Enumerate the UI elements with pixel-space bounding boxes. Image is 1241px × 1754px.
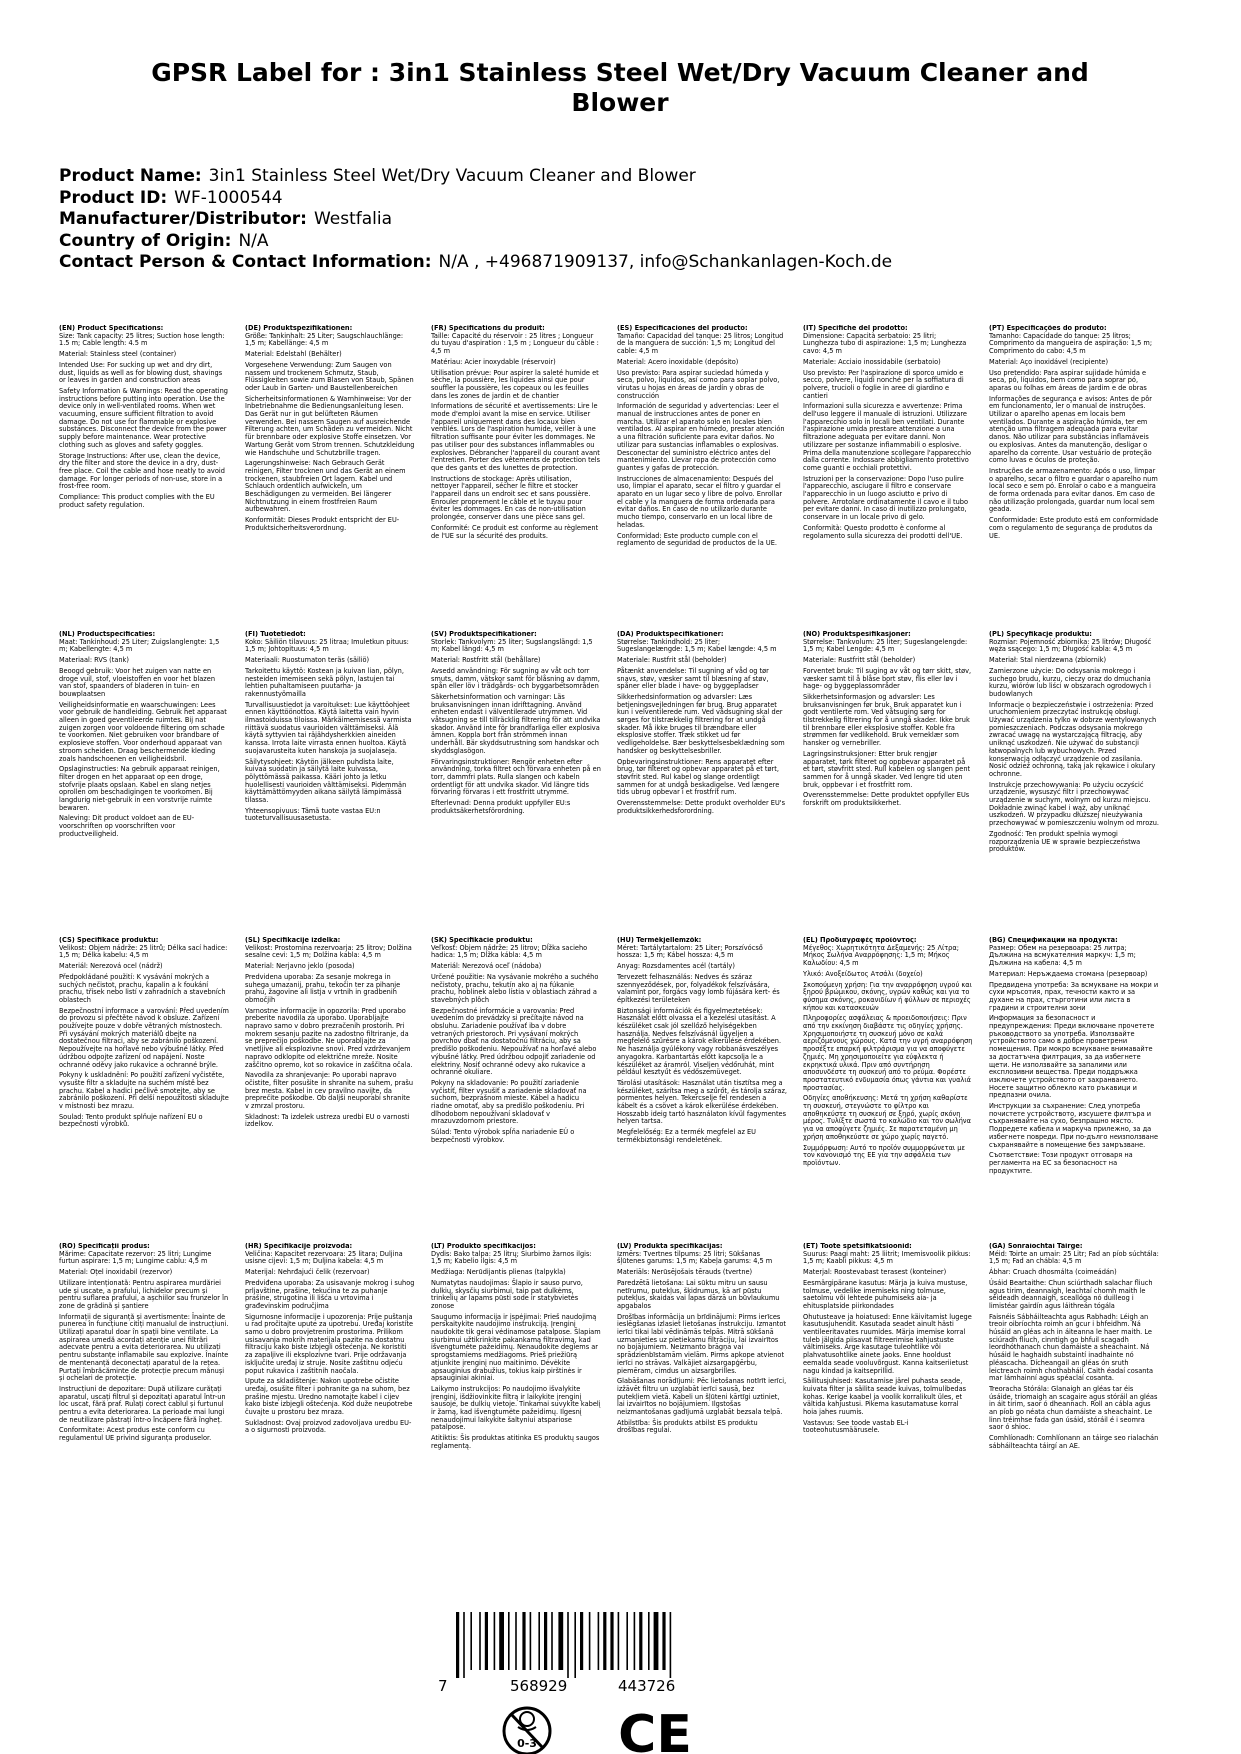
- section-paragraph: Съответствие: Този продукт отговаря на регламента на ЕС за безопасност на продуктите.: [989, 1151, 1133, 1175]
- section-paragraph: Informations de sécurité et avertissements: Lire le mode d'emploi avant la mise en service. Utiliser l'appareil uniquement dans des locaux bien ventilés. Lors de l'aspiration humide, veiller à une filtration suffisante pour éviter les dommages. Ne pas utiliser pour des substances inflammables ou explosives. Débrancher l'appareil du courant avant l'entretien. Porter des vêtements de protection tels que des gants et des lunettes de protection.: [431, 402, 601, 472]
- section-heading: (IT) Specifiche del prodotto:: [803, 325, 908, 332]
- section-paragraph: Koko: Säiliön tilavuus: 25 litraa; Imuletkun pituus: 1,5 m; Johtopituus: 4,5 m: [245, 637, 409, 654]
- section-paragraph: Υλικό: Ανοξείδωτος Ατσάλι (δοχείο): [803, 969, 923, 978]
- language-section: [803, 631, 973, 811]
- section-paragraph: Informazioni sulla sicurezza e avvertenze: Prima dell'uso leggere il manuale di istruzioni. Utilizzare l'apparecchio solo in locali ben ventilati. Durante l'aspirazione umida prestare attenzione a una filtrazione adeguata per evitare danni. Non utilizzare per sostanze infiammabili o esplosive. Prima della manutenzione scollegare l'apparecchio dalla corrente. Indossare abbigliamento protettivo come guanti e occhiali protettivi.: [803, 402, 972, 472]
- section-heading: (PL) Specyfikacje produktu:: [989, 631, 1092, 638]
- section-paragraph: Predvidena uporaba: Za sesanje mokrega in suhega umazanij, prahu, tekočin ter za pihanje prahu, žagovine ali listja v vrtnih in gradbenih območjih: [245, 972, 401, 1004]
- barcode-bar: [626, 1612, 628, 1670]
- language-section: [245, 937, 415, 1132]
- barcode-bar: [670, 1612, 672, 1678]
- section-paragraph: Uso pretendido: Para aspirar sujidade húmida e seca, pó, líquidos, bem como para soprar pó, aparas ou folhas em áreas de jardim e de obras: [989, 368, 1147, 392]
- section-paragraph: Material: Nerjavno jeklo (posoda): [245, 962, 355, 971]
- barcode-bar: [508, 1612, 510, 1670]
- section-paragraph: Soulad: Tento produkt splňuje nařízení EU o bezpečnosti výrobků.: [59, 1112, 203, 1129]
- section-paragraph: Veiligheidsinformatie en waarschuwingen: Lees voor gebruik de handleiding. Gebruik het apparaat alleen in goed geventileerde ruimtes. Bij nat zuigen zorgen voor voldoende filtering om schade te voorkomen. Niet gebruiken voor brandbare of explosieve stoffen. Voor onderhoud apparaat van stroom scheiden. Draag beschermende kleding zoals handschoenen en veiligheidsbril.: [59, 700, 227, 763]
- barcode-bar: [499, 1612, 504, 1670]
- barcode-bar: [580, 1612, 583, 1670]
- language-section: [245, 631, 415, 826]
- contact-row: [59, 252, 1189, 274]
- section-paragraph: Tarkoitettu käyttö: Kostean ja kuivan lian, pölyn, nesteiden imemiseen sekä pölyn, lastujen tai lehtien puhaltamiseen puutarha- ja rakennustyömailla: [245, 666, 404, 698]
- section-paragraph: Méret: Tartálytartalom: 25 Liter; Porszívócső hossza: 1,5 m; Kábel hossza: 4,5 m: [617, 943, 763, 960]
- section-paragraph: Megfelelőség: Ez a termék megfelel az EU termékbiztonsági rendeletének.: [617, 1128, 756, 1144]
- section-heading: (NO) Produktspesifikasjoner:: [803, 631, 911, 638]
- section-paragraph: Glabāšanas norādījumi: Pēc lietošanas notīrīt ierīci, izžāvēt filtru un uzglabāt ierīci sausā, bez putekļiem vietā. Kabeli un šļūteni kārtīgi uztiniet, lai izvairītos no bojājumiem. Ilgstošas neizmantošanas gadījumā uzglabāt bezsala telpā.: [617, 1377, 787, 1417]
- section-paragraph: Informacje o bezpieczeństwie i ostrzeżenia: Przed uruchomieniem przeczytać instrukcję obsługi. Używać urządzenia tylko w dobrze wentylowanych pomieszczeniach. Podczas odsysania mokrego zwracać uwagę na wystarczającą filtrację, aby uniknąć uszkodzeń. Nie używać do substancji łatwopalnych lub wybuchowych. Przed konserwacją odłączyć urządzenie od zasilania. Nosić odzież ochronną, taką jak rękawice i okulary ochronne.: [989, 700, 1157, 778]
- section-paragraph: Compliance: This product complies with the EU product safety regulation.: [59, 493, 215, 509]
- section-paragraph: Numatytas naudojimas: Šlapio ir sauso purvo, dulkių, skysčių siurbimui, taip pat dulkėms, trinkelių ar lapams pūsti sode ir statybvietės zonose: [431, 1278, 583, 1310]
- language-section: [245, 325, 415, 536]
- product-name-row: [59, 166, 1189, 188]
- section-paragraph: Ohutusteave ja hoiatused: Enne käivitamist lugege kasutusjuhendit. Kasutada seadet ainult hästi ventileeritavates ruumides. Märja imemise korral tuleb jälgida piisavat filtreerimise kahjustuste vältimiseks. Ärge kasutage tuleohtlike või plahvatusohtlike ainete jaoks. Enne hooldust eemalda seade vooluvõrgust. Kanna kaitseriietust nagu kindad ja kaitseprillid.: [803, 1312, 972, 1375]
- info-label: Product ID:: [59, 187, 168, 208]
- age-warning-icon: [504, 1708, 550, 1754]
- section-paragraph: Instructions de stockage: Après utilisation, nettoyer l'appareil, sécher le filtre et stocker l'appareil dans un endroit sec et sans poussière. Enrouler proprement le câble et le tuyau pour éviter les dommages. En cas de non-utilisation prolongée, conserver dans une pièce sans gel.: [431, 474, 591, 522]
- barcode-bar: [610, 1612, 613, 1670]
- section-heading: (PT) Especificações do produto:: [989, 325, 1107, 332]
- section-paragraph: Информация за безопасност и предупреждения: Преди включване прочетете ръководството за употреба. Използвайте устройството само в добре проветрени помещения. При мокро всмукване внимавайте за достатъчна филтрация, за да избегнете щети. Не използвайте за запалими или експлозивни вещества. Преди поддръжка изключете устройството от захранването. Носете защитно облекло като ръкавици и предпазни очила.: [989, 1014, 1155, 1100]
- language-section: [989, 1243, 1159, 1454]
- section-paragraph: Upute za skladištenje: Nakon upotrebe očistite uređaj, osušite filter i pohranite ga na suhom, bez prašine mjestu. Uredno namotajte kabel i cijev kako biste izbjegli oštećenja. Kod duže neupotrebe čuvajte u prostoru bez mraza.: [245, 1377, 413, 1417]
- section-paragraph: Safety Information & Warnings: Read the operating instructions before putting into operation. Use the device only in well-ventilated rooms. When wet vacuuming, ensure sufficient filtration to avoid damage. Do not use for flammable or explosive substances. Disconnect the device from the power supply before maintenance. Wear protective clothing such as gloves and safety goggles.: [59, 386, 228, 449]
- section-paragraph: Zamierzone użycie: Do odsysania mokrego i suchego brudu, kurzu, cieczy oraz do dmuchania kurzu, wiórów lub liści w obszarach ogrodowych i budowlanych: [989, 666, 1151, 698]
- section-paragraph: Conformidad: Este producto cumple con el reglamento de seguridad de productos de la UE.: [617, 531, 777, 548]
- section-paragraph: Treoracha Stórála: Glanaigh an gléas tar éis úsáide, triomaigh an scagaire agus stóráil an gléas in áit tirim, saor ó dheannach. Roll an cábla agus an píob go néata chun damáiste a sheachaint. Le linn tréimhse fada gan úsáid, stóráil é i seomra saor ó shioc.: [989, 1384, 1158, 1432]
- section-paragraph: Størrelse: Tankvolum: 25 liter; Sugeslangelengde: 1,5 m; Kabel Lengde: 4,5 m: [803, 637, 968, 654]
- section-paragraph: Dydis: Bako talpa: 25 litrų; Siurbimo žarnos ilgis: 1,5 m; Kabelio ilgis: 4,5 m: [431, 1249, 592, 1266]
- section-heading: (ES) Especificaciones del producto:: [617, 325, 748, 332]
- barcode-bar: [522, 1612, 525, 1670]
- section-paragraph: Bezpečnostné informácie a varovania: Pred uvedením do prevádzky si prečítajte návod na obsluhu. Zariadenie používať iba v dobre vetraných priestoroch. Pri vysávaní mokrých povrchov dbať na dostatočnú filtráciu, aby sa predišlo poškodeniu. Nepoužívať na horľavé alebo výbušné látky. Pred údržbou odpojiť zariadenie od elektriny. Nosiť ochranné odevy ako rukavice a ochranné okuliare.: [431, 1006, 597, 1077]
- age-label: 0-3: [517, 1737, 537, 1750]
- section-paragraph: Suurus: Paagi maht: 25 liitrit; Imemisvoolik pikkus: 1,5 m; Kaabli pikkus: 4,5 m: [803, 1249, 971, 1266]
- barcode-digit-group-left: 568929: [510, 1677, 568, 1695]
- section-paragraph: Материал: Неръждаема стомана (резервоар): [989, 969, 1148, 978]
- section-paragraph: Materiaali: Ruostumaton teräs (säiliö): [245, 656, 370, 665]
- info-label: Contact Person & Contact Information:: [59, 252, 432, 272]
- section-paragraph: Pokyny na skladovanie: Po použití zariadenie vyčistiť, filter vysušiť a zariadenie skladovať na suchom, bezprašnom mieste. Kábel a hadicu riadne omotať, aby sa predišlo poškodeniu. Pri dlhodobom nepoužívaní skladovať v mrazuvzdornom priestore.: [431, 1078, 587, 1126]
- barcode-bar: [463, 1612, 465, 1678]
- language-section: [431, 937, 601, 1148]
- section-paragraph: Размер: Обем на резервоара: 25 литра; Дължина на всмукателния маркуч: 1,5 m; Дължина на кабела: 4,5 m: [989, 943, 1136, 968]
- section-paragraph: Uso previsto: Para aspirar suciedad húmeda y seca, polvo, líquidos, así como para soplar polvo, virutas u hojas en áreas de jardín y obras de construcción: [617, 368, 780, 400]
- section-paragraph: Materiał: Stal nierdzewna (zbiornik): [989, 656, 1107, 665]
- section-paragraph: Σκοπούμενη χρήση: Για την αναρρόφηση υγρού και ξηρού βρώμικου, σκόνης, υγρών καθώς και για το φύσημα σκόνης, ροκανιδίων ή φύλλων σε περιοχές κήπου και κατασκευών: [803, 980, 972, 1012]
- barcode-bar: [558, 1612, 563, 1670]
- barcode-bar: [515, 1612, 517, 1670]
- barcode-bar: [639, 1612, 642, 1670]
- section-paragraph: Overensstemmelse: Dette produkt overholder EU's produktsikkerhedsforordning.: [617, 799, 786, 815]
- section-paragraph: Materiál: Nerezová oceľ (nádoba): [431, 962, 542, 971]
- section-paragraph: Påtænkt anvendelse: Til sugning af våd og tør snavs, støv, væsker samt til blæsning af støv, spåner eller blade i have- og byggepladser: [617, 666, 769, 691]
- section-paragraph: Velikost: Prostornina rezervoarja: 25 litrov; Dolžina sesalne cevi: 1,5 m; Dolžina kabla: 4,5 m: [245, 943, 412, 960]
- barcode: [438, 1612, 724, 1678]
- barcode-bar: [589, 1612, 591, 1670]
- section-heading: (DE) Produktspezifikationen:: [245, 325, 353, 332]
- section-paragraph: Istruzioni per la conservazione: Dopo l'uso pulire l'apparecchio, asciugare il filtro e conservare l'apparecchio in un luogo asciutto e privo di polvere. Arrotolare ordinatamente il cavo e il tubo per evitare danni. In caso di inutilizzo prolungato, conservare in un locale privo di gelo.: [803, 474, 968, 522]
- section-heading: (FR) Spécifications du produit:: [431, 325, 545, 332]
- section-paragraph: Størrelse: Tankindhold: 25 liter; Sugeslangelængde: 1,5 m; Kabel længde: 4,5 m: [617, 637, 777, 654]
- section-paragraph: Conformitate: Acest produs este conform cu regulamentul UE privind siguranța produselor.: [59, 1426, 212, 1443]
- section-paragraph: Izmērs: Tvertnes tilpums: 25 litri; Sūkšanas šļūtenes garums: 1,5 m; Kabeļa garums: 4,5 m: [617, 1249, 773, 1266]
- section-paragraph: Conformidade: Este produto está em conformidade com o regulamento de segurança de produtos da UE.: [989, 516, 1159, 540]
- info-label: Country of Origin:: [59, 230, 232, 251]
- section-paragraph: Sicherheitsinformationen & Warnhinweise: Vor der Inbetriebnahme die Bedienungsanleitung lesen. Das Gerät nur in gut belüfteten Räumen verwenden. Bei nassem Saugen auf ausreichende Filterung achten, um Schäden zu vermeiden. Nicht für brennbare oder explosive Stoffe einsetzen. Vor Wartung Gerät vom Strom trennen. Schutzkleidung wie Handschuhe und Schutzbrille tragen.: [245, 394, 415, 457]
- language-section: [617, 1243, 787, 1438]
- section-paragraph: Sikkerhetsinformasjon og advarsler: Les bruksanvisningen før bruk. Bruk apparatet kun i godt ventilerte rom. Ved våtsuging sørg for tilstrekkelig filtrering for å unngå skader. Ikke bruk til brennbare eller eksplosive stoffer. Koble fra strømmen før vedlikehold. Bruk verneklær som hansker og vernebriller.: [803, 692, 970, 748]
- section-paragraph: Tárolási utasítások: Használat után tisztítsa meg a készüléket, szárítsa meg a szűrőt, és tárolja száraz, pormentes helyen. Tekercselje fel rendesen a kábelt és a csövet a károk elkerülése érdekében. Hosszabb ideig tartó használaton kívül fagymentes helyen tartsa.: [617, 1078, 787, 1126]
- section-paragraph: Veličina: Kapacitet rezervoara: 25 litara; Duljina usisne cijevi: 1,5 m; Duljina kabela: 4,5 m: [245, 1249, 403, 1266]
- section-paragraph: Uso previsto: Per l'aspirazione di sporco umido e secco, polvere, liquidi nonché per la soffiatura di polvere, trucioli o foglie in aree di giardino e cantieri: [803, 368, 964, 400]
- info-value: N/A , +496871909137, info@Schankanlagen-Koch.de: [438, 252, 893, 272]
- section-paragraph: Faisnéis Sábháilteachta agus Rabhadh: Léigh an treoir oibríochta roimh an gcur i bhfeidhm. Ná húsáid an gléas ach in áiteanna le haer maith. Le sciúradh fliuch, cinntigh go bhfuil scagadh leordhóthanach chun damáiste a sheachaint. Ná húsáid le haghaidh substaintí inadhainte nó pléascacha. Dícheangail an gléas ón sruth leictreach roimh chothabháil. Caith éadaí cosanta mar lámhainní agus spéaclaí cosanta.: [989, 1312, 1154, 1383]
- section-heading: (CS) Specifikace produktu:: [59, 937, 159, 944]
- info-label: Manufacturer/Distributor:: [59, 209, 307, 229]
- section-paragraph: Méid: Toirte an umair: 25 Litr; Fad an píob súchtála: 1,5 m; Fad an chábla: 4,5 m: [989, 1249, 1159, 1266]
- language-section: [803, 325, 973, 543]
- section-paragraph: Forventet bruk: Til suging av våt og tørr skitt, støv, væsker samt til å blåse bort støv, flis eller løv i hage- og byggeplassområder: [803, 666, 972, 691]
- section-paragraph: Informações de segurança e avisos: Antes de pôr em funcionamento, ler o manual de instruções. Utilizar o aparelho apenas em locais bem ventilados. Durante a aspiração húmida, ter em atenção uma filtragem adequada para evitar danos. Não utilizar para substâncias inflamáveis ou explosivas. Antes da manutenção, desligar o aparelho da corrente. Usar vestuário de proteção como luvas e óculos de proteção.: [989, 394, 1152, 465]
- section-heading: (EL) Προδιαγραφές προϊόντος:: [803, 937, 917, 944]
- section-paragraph: Sukladnost: Ovaj proizvod zadovoljava uredbu EU-a o sigurnosti proizvoda.: [245, 1418, 412, 1435]
- section-paragraph: Zgodność: Ten produkt spełnia wymogi rozporządzenia UE w sprawie bezpieczeństwa produktów.: [989, 829, 1141, 854]
- section-paragraph: Materjal: Roostevabast terasest (konteiner): [803, 1268, 947, 1277]
- language-section: [617, 631, 787, 818]
- section-paragraph: Sikkerhedsinformation og advarsler: Læs betjeningsvejledningen før brug. Brug apparatet kun i velventilerede rum. Ved vådsugning skal der sørges for tilstrækkelig filtrering for at undgå skader. Må ikke bruges til brændbare eller eksplosive stoffer. Træk stikket ud før vedligeholdelse. Bær beskyttelsesbeklædning som handsker og beskyttelsesbriller.: [617, 692, 785, 755]
- section-paragraph: Materiale: Rustfritt stål (beholder): [803, 656, 916, 665]
- section-paragraph: Tamaño: Capacidad del tanque: 25 litros; Longitud de la manguera de succión: 1,5 m; Longitud del cable: 4,5 m: [617, 331, 784, 356]
- info-value: N/A: [238, 230, 269, 251]
- section-paragraph: Lagerungshinweise: Nach Gebrauch Gerät reinigen, Filter trocknen und das Gerät an einem trockenen, staubfreien Ort lagern. Kabel und Schlauch ordentlich aufwickeln, um Beschädigungen zu vermeiden. Bei längerer Nichtnutzung in einem frostfreien Raum aufbewahren.: [245, 459, 406, 514]
- section-paragraph: Veľkosť: Objem nádrže: 25 litrov; Dĺžka sacieho hadica: 1,5 m; Dĺžka kábla: 4,5 m: [431, 943, 588, 960]
- ce-mark-icon: CE: [618, 1705, 692, 1754]
- language-section: [431, 325, 601, 543]
- section-paragraph: Säilytysohjeet: Käytön jälkeen puhdista laite, kuivaa suodatin ja säilytä laite kuivassa, pölyttömässä paikassa. Kääri johto ja letku huolellisesti vaurioiden välttämiseksi. Pidemmän käyttämättömyyden aikana säilytä lämpimässä tilassa.: [245, 757, 407, 805]
- section-paragraph: Instrucciones de almacenamiento: Después del uso, limpiar el aparato, secar el filtro y guardar el aparato en un lugar seco y libre de polvo. Enrollar el cable y la manguera de forma ordenada para evitar daños. En caso de no utilizarlo durante mucho tiempo, conservarlo en un local libre de heladas.: [617, 474, 783, 529]
- section-paragraph: Velikost: Objem nádrže: 25 litrů; Délka sací hadice: 1,5 m; Délka kabelu: 4,5 m: [59, 943, 228, 960]
- section-heading: (ET) Toote spetsifikatsioonid:: [803, 1243, 912, 1250]
- section-paragraph: Instrucțiuni de depozitare: După utilizare curățați aparatul, uscați filtrul și depozitați aparatul într-un loc uscat, fără praf. Rulați corect cablul și furtunul pentru a evita deteriorarea. La perioade mai lungi de neutilizare păstrați într-o încăpere fără îngheț.: [59, 1384, 226, 1424]
- section-paragraph: Dimensione: Capacità serbatoio: 25 litri; Lunghezza tubo di aspirazione: 1,5 m; Lunghezza cavo: 4,5 m: [803, 331, 967, 356]
- section-paragraph: Bezpečnostní informace a varování: Před uvedením do provozu si přečtěte návod k obsluze. Zařízení používejte pouze v dobře větraných místnostech. Při vysávání mokrých materiálů dbejte na dostatečnou filtraci, aby se zabránilo poškození. Nepoužívejte na hořlavé nebo výbušné látky. Před údržbou odpojte zařízení od napájení. Noste ochranné oděvy jako rukavice a ochranné brýle.: [59, 1006, 229, 1069]
- barcode-bar: [618, 1612, 620, 1670]
- section-paragraph: Materijal: Nehrđajući čelik (rezervoar): [245, 1268, 370, 1277]
- section-paragraph: Οδηγίες αποθήκευσης: Μετά τη χρήση καθαρίστε τη συσκευή, στεγνώστε το φίλτρο και αποθηκεύστε τη συσκευή σε ξηρό, χωρίς σκόνη μέρος. Τυλίξτε σωστά το καλώδιο και τον σωλήνα για να αποφύγετε ζημιές. Σε παρατεταμένη μη χρήση αποθηκεύστε σε χώρο χωρίς παγετό.: [803, 1094, 971, 1141]
- section-paragraph: Materiaal: RVS (tank): [59, 656, 129, 665]
- section-paragraph: Opslaginstructies: Na gebruik apparaat reinigen, filter drogen en het apparaat op een droge, stofvrije plaats opslaan. Kabel en slang netjes oprollen om beschadigingen te voorkomen. Bij langdurig niet-gebruik in een vorstvrije ruimte bewaren.: [59, 765, 220, 812]
- section-paragraph: Größe: Tankinhalt: 25 Liter; Saugschlauchlänge: 1,5 m; Kabellänge: 4,5 m: [245, 331, 404, 348]
- section-paragraph: Conformità: Questo prodotto è conforme al regolamento sulla sicurezza dei prodotti dell'UE.: [803, 523, 963, 540]
- barcode-digit-group-right: 443726: [618, 1677, 676, 1695]
- language-section: [59, 325, 229, 512]
- language-section: [989, 937, 1159, 1178]
- section-paragraph: Taille: Capacité du réservoir : 25 litres ; Longueur du tuyau d'aspiration : 1,5 m ; Longueur du câble : 4,5 m: [431, 331, 599, 356]
- section-paragraph: Atbilstība: Šis produkts atbilst ES produktu drošības regulai.: [617, 1418, 758, 1435]
- section-paragraph: Tervezett felhasználás: Nedves és száraz szennyeződések, por, folyadékok felszívására, valamint por, forgács vagy lomb fújására kert- és építkezési területeken: [617, 972, 780, 1004]
- section-heading: (FI) Tuotetiedot:: [245, 631, 306, 638]
- barcode-bar: [567, 1612, 569, 1678]
- section-paragraph: Utilisation prévue: Pour aspirer la saleté humide et sèche, la poussière, les liquides ainsi que pour souffler la poussière, les copeaux ou les feuilles dans les zones de jardin et de chantier: [431, 368, 599, 400]
- section-paragraph: Saugumo informacija ir įspėjimai: Prieš naudojimą perskaitykite naudojimo instrukciją. Įrenginį naudokite tik gerai vėdinamose patalpose. Šlapiam siurbimui užtikrinkite pakankamą filtravimą, kad išvengtumėte pažeidimų. Nenaudokite degiems ar sprogstamiems medžiagoms. Prieš priežiūrą atjunkite įrenginį nuo maitinimo. Dėvėkite apsauginius drabužius, tokius kaip pirštinės ir apsauginiai akiniai.: [431, 1312, 601, 1383]
- section-paragraph: Navodila za shranjevanje: Po uporabi napravo očistite, filter posušite in shranite na suhem, prašu brez mesta. Kabel in cev pravilno navijte, da preprečite poškodbe. Ob daljši neuporabi shranite v zmrzal prostoru.: [245, 1071, 414, 1111]
- page-title: GPSR Label for : 3in1 Stainless Steel Wet/Dry Vacuum Cleaner and Blower: [151, 58, 1089, 117]
- section-paragraph: Material: Stainless steel (container): [59, 350, 177, 359]
- section-heading: (NL) Productspecificaties:: [59, 631, 156, 638]
- info-value: 3in1 Stainless Steel Wet/Dry Vacuum Cleaner and Blower: [208, 166, 696, 186]
- section-paragraph: Materiāls: Nerūsējošais tērauds (tvertne): [617, 1268, 753, 1277]
- section-paragraph: Material: Acero inoxidable (depósito): [617, 357, 739, 366]
- language-section: [431, 1243, 601, 1454]
- section-paragraph: Intended Use: For sucking up wet and dry dirt, dust, liquids as well as for blowing dust, shavings or leaves in garden and construction areas: [59, 360, 223, 385]
- section-paragraph: Predviđena uporaba: Za usisavanje mokrog i suhog prljavštine, prašine, tekućina te za puhanje prašine, strugotina ili lišća u vrtovima i građevinskim područjima: [245, 1278, 415, 1310]
- section-paragraph: Συμμόρφωση: Αυτό το προϊόν συμμορφώνεται με τον κανονισμό της ΕΕ για την ασφάλεια των προϊόντων.: [803, 1143, 966, 1167]
- section-heading: (SK) Špecifikácie produktu:: [431, 937, 533, 944]
- section-heading: (LV) Produkta specifikācijas:: [617, 1243, 723, 1250]
- barcode-bar: [494, 1612, 496, 1670]
- product-info: [59, 166, 1189, 274]
- section-paragraph: Opbevaringsinstruktioner: Rens apparatet efter brug, tør filteret og opbevar apparatet på et tørt, støvfrit sted. Rul kabel og slange ordentligt sammen for at undgå beskadigelse. Ved længere tids ubrug opbevar i et frostfrit rum.: [617, 757, 780, 797]
- section-paragraph: Anyag: Rozsdamentes acél (tartály): [617, 962, 735, 971]
- section-paragraph: Biztonsági információk és figyelmeztetések: Használat előtt olvassa el a kezelési utasítást. A készüléket csak jól szellőző helyiségekben használja. Nedves felszívásnál ügyeljen a megfelelő szűrésre a károk elkerülése érdekében. Ne használja gyúlékony vagy robbanásveszélyes anyagokra. Karbantartás előtt kapcsolja le a készüléket az áramról. Viseljen védőruhát, mint például kesztyűt és védőszemüveget.: [617, 1006, 782, 1077]
- section-paragraph: Material: Rostfritt stål (behållare): [431, 656, 541, 665]
- language-section: [59, 1243, 229, 1446]
- barcode-bar: [538, 1612, 540, 1670]
- section-paragraph: Sigurnosne informacije i upozorenja: Prije puštanja u rad pročitajte upute za upotrebu. Uređaj koristite samo u dobro provjetrenim prostorima. Prilikom usisavanja mokrih materijala pazite na dostatnu filtraciju kako biste izbjegli oštećenja. Ne koristiti za zapaljive ili eksplozivne tvari. Prije održavanja isključite uređaj iz struje. Nosite zaštitnu odjeću poput rukavica i zaštitnih naočala.: [245, 1312, 414, 1375]
- barcode-digit-prefix: 7: [438, 1677, 448, 1695]
- section-paragraph: Materiale: Rustfrit stål (beholder): [617, 656, 727, 665]
- section-paragraph: Material: Edelstahl (Behälter): [245, 350, 342, 359]
- section-paragraph: Mărime: Capacitate rezervor: 25 litri; Lungime furtun aspirare: 1,5 m; Lungime cablu: 4,5 m: [59, 1249, 212, 1266]
- section-paragraph: Konformität: Dieses Produkt entspricht der EU-Produktsicherheitsverordnung.: [245, 516, 400, 532]
- barcode-bar: [530, 1612, 532, 1670]
- section-paragraph: Yhteensopivuus: Tämä tuote vastaa EU:n tuoteturvallisuusasetusta.: [245, 806, 381, 823]
- section-paragraph: Atitiktis: Šis produktas atitinka ES produktų saugos reglamentą.: [431, 1434, 600, 1450]
- info-label: Product Name:: [59, 166, 202, 186]
- section-paragraph: Beoogd gebruik: Voor het zuigen van natte en droge vuil, stof, vloeistoffen en voor het blazen van stof, spaanders of bladeren in tuin- en bouwplaatsen: [59, 666, 215, 698]
- section-paragraph: Avsedd användning: För sugning av våt och torr smuts, damm, vätskor samt för blåsning av damm, spån eller löv i trädgårds- och byggarbetsområden: [431, 666, 600, 691]
- section-paragraph: Vorgesehene Verwendung: Zum Saugen von nassem und trockenem Schmutz, Staub, Flüssigkeiten sowie zum Blasen von Staub, Spänen oder Laub in Garten- und Baustellenbereichen: [245, 360, 414, 392]
- language-section: [245, 1243, 415, 1438]
- manufacturer-row: [59, 209, 1189, 231]
- info-value: WF-1000544: [174, 187, 283, 208]
- language-section: [431, 631, 601, 818]
- barcode-bar: [456, 1612, 459, 1678]
- section-heading: (SV) Produktspecifikationer:: [431, 631, 537, 638]
- section-paragraph: Úsáid Beartaithe: Chun sciúrthadh salachar fliuch agus tirim, deannaigh, leachtaí chomh maith le séideadh deannaigh, sceallóga nó duilleog i limistéar gairdín agus láithreán tógála: [989, 1278, 1153, 1310]
- language-section: [803, 1243, 973, 1438]
- section-paragraph: Säilitusjuhised: Kasutamise järel puhasta seade, kuivata filter ja säilita seade kuivas, tolmulibedas kohas. Kerige kaabel ja voolik korralikult üles, et vältida kahjustusi. Pikema kasutamatuse korral hoia jahes ruumis.: [803, 1377, 967, 1417]
- barcode-bar: [470, 1612, 472, 1670]
- section-paragraph: Material: Aço inoxidável (recipiente): [989, 357, 1109, 366]
- language-section: [59, 937, 229, 1132]
- barcode-bar: [485, 1612, 488, 1670]
- section-paragraph: Lagringsinstruksjoner: Etter bruk rengjør apparatet, tørk filteret og oppbevar apparatet på et tørt, støvfritt sted. Rull kabelen og slangen pent sammen for å unngå skader. Ved lengre tid uten bruk, oppbevar i et frostfritt rom.: [803, 749, 971, 789]
- language-section: [59, 631, 229, 842]
- section-paragraph: Инструкции за съхранение: След употреба почистете устройството, изсушете филтъра и съхранявайте на сухо, безпрашно място. Подредете кабела и маркуча прилежно, за да избегнете повреди. При по-дълго неизползване съхранявайте в помещение без замръзване.: [989, 1102, 1159, 1149]
- section-paragraph: Rozmiar: Pojemność zbiornika: 25 litrów; Długość węża ssącego: 1,5 m; Długość kabla: 4,5 m: [989, 637, 1152, 654]
- barcode-bar: [598, 1612, 600, 1670]
- section-paragraph: Información de seguridad y advertencias: Leer el manual de instrucciones antes de poner en marcha. Utilizar el aparato solo en locales bien ventilados. Al aspirar en húmedo, prestar atención a una filtración suficiente para evitar daños. No utilizar para sustancias inflamables o explosivas. Desconectar del suministro eléctrico antes del mantenimiento. Llevar ropa de protección como guantes y gafas de protección.: [617, 402, 785, 472]
- section-paragraph: Предвидена употреба: За всмукване на мокри и сухи мръсотия, прах, течности както и за духане на прах, стърготини или листа в градини и строителни зони: [989, 980, 1159, 1012]
- section-paragraph: Efterlevnad: Denna produkt uppfyller EU:s produktsäkerhetsförordning.: [431, 799, 571, 815]
- section-paragraph: Instrukcje przechowywania: Po użyciu oczyścić urządzenie, wysuszyć filtr i przechowywać urządzenie w suchym, wolnym od kurzu miejscu. Dokładnie zwinąć kabel i wąż, aby uniknąć uszkodzeń. W przypadku dłuższej nieużywania przechowywać w pomieszczeniu wolnym od mrozu.: [989, 780, 1159, 828]
- section-paragraph: Materiale: Acciaio inossidabile (serbatoio): [803, 357, 941, 366]
- section-heading: (EN) Product Specifications:: [59, 325, 164, 332]
- barcode-bar: [479, 1612, 481, 1670]
- section-paragraph: Informații de siguranță și avertismente: Înainte de punerea în funcțiune citiți manualul de instrucțiuni. Utilizați aparatul doar în spații bine ventilate. La aspirarea umedă acordați atenție unei filtrări adecvate pentru a evita deteriorarea. Nu utilizați pentru substanțe inflamabile sau explozive. Înainte de mentenanță deconectați aparatul de la rețea. Purtați îmbrăcăminte de protecție precum mănuși și ochelari de protecție.: [59, 1312, 229, 1383]
- section-paragraph: Μέγεθος: Χωρητικότητα Δεξαμενής: 25 Λίτρα; Μήκος Σωλήνα Αναρρόφησης: 1,5 m; Μήκος Καλωδίου: 4,5 m: [803, 943, 959, 968]
- section-paragraph: Maat: Tankinhoud: 25 Liter; Zuigslanglengte: 1,5 m; Kabellengte: 4,5 m: [59, 637, 220, 654]
- section-heading: (LT) Produkto specifikacijos:: [431, 1243, 536, 1250]
- language-section: [989, 325, 1159, 543]
- section-paragraph: Utilizare intenționată: Pentru aspirarea murdăriei ude și uscate, a prafului, lichidelor precum și pentru suflarea prafului, a așchiilor sau frunzelor în zone de grădină și șantiere: [59, 1278, 229, 1310]
- section-paragraph: Drošības informācija un brīdinājumi: Pirms ierīces ieslēgšanas izlasiet lietošanas instrukciju. Izmantot ierīci tikai labi vēdināmās telpās. Mitrā sūkšanā uzmanieties uz pietiekamu filtrāciju, lai izvairītos no bojājumiem. Neizmanto brāgņa vai sprādzienbīstamām vielām. Pirms apkope atvienot ierīci no strāvas. Valkājiet aizsargapģērbu, piemēram, cimdus un aizsargbrilles.: [617, 1312, 787, 1375]
- section-paragraph: Laikymo instrukcijos: Po naudojimo išvalykite įrenginį, išdžiovinkite filtrą ir laikykite įrenginį sausoje, be dulkių vietoje. Tinkamai suvykite kabelį ir žarną, kad išvengtumėte pažeidimų. Ilgesnį nenaudojimui laikykite šaltyniui atspariose patalpose.: [431, 1384, 601, 1432]
- section-heading: (HR) Specifikacije proizvoda:: [245, 1243, 353, 1250]
- section-heading: (BG) Спецификации на продукта:: [989, 937, 1118, 944]
- section-paragraph: Storage Instructions: After use, clean the device, dry the filter and store the device in a dry, dust-free place. Coil the cable and hose neatly to avoid damage. For longer periods of non-use, store in a frost-free room.: [59, 451, 225, 491]
- language-section: [617, 325, 787, 551]
- section-paragraph: Předpokládané použití: K vysávání mokrých a suchých nečistot, prachu, kapalin a k foukání prachu, třísek nebo listí v zahradních a stavebních oblastech: [59, 972, 226, 1004]
- section-paragraph: Matériau: Acier inoxydable (réservoir): [431, 357, 556, 366]
- language-section: [617, 937, 787, 1148]
- section-paragraph: Pokyny k uskladnění: Po použití zařízení vyčistěte, vysušte filtr a skladujte na suchém místě bez prachu. Kabel a hadici pečlivě smotejte, aby se zabránilo poškození. Při delší nepoužitosti skladujte v místnosti bez mrazu.: [59, 1071, 229, 1111]
- section-paragraph: Varnostne informacije in opozorila: Pred uporabo preberite navodila za uporabo. Uporabljajte napravo samo v dobro prezračenih prostorih. Pri mokrem sesanju pazite na zadostno filtriranje, da se preprečijo poškodbe. Ne uporabljajte za vnetljive ali eksplozivne snovi. Pred vzdrževanjem napravo odklopite od električne mreže. Nosite zaščitno opremo, kot so rokavice in zaščitna očala.: [245, 1006, 413, 1069]
- section-paragraph: Naleving: Dit product voldoet aan de EU-voorschriften op voorschriften voor productveiligheid.: [59, 814, 195, 838]
- section-heading: (SL) Specifikacije izdelka:: [245, 937, 341, 944]
- info-value: Westfalia: [313, 209, 392, 229]
- section-paragraph: Material: Oțel inoxidabil (rezervor): [59, 1268, 173, 1277]
- section-paragraph: Materiál: Nerezová ocel (nádrž): [59, 962, 163, 971]
- section-paragraph: Turvallisuustiedot ja varoitukset: Lue käyttöohjeet ennen käyttöönottoa. Käytä laitetta vain hyvin ilmastoiduissa tiloissa. Märkäimemisessä varmista riittävä suodatus vaurioiden välttämiseksi. Älä käytä syttyvien tai räjähdysherkkien aineiden kanssa. Irrota laite virrasta ennen huoltoa. Käytä suojavarusteita kuten hanskoja ja suojalaseja.: [245, 700, 412, 755]
- barcode-bar: [662, 1612, 665, 1670]
- barcode-bar: [648, 1612, 650, 1670]
- compliance-marks: [500, 1700, 750, 1754]
- section-paragraph: Paredzētā lietošana: Lai sūktu mitru un sausu netīrumu, putekļus, šķidrumus, kā arī pūstu putekļus, skaidas vai lapas dārzā un būvlaukumu apgabalos: [617, 1278, 780, 1310]
- barcode-bar: [634, 1612, 636, 1670]
- section-heading: (HU) Termékjellemzők:: [617, 937, 702, 944]
- section-paragraph: Comhlíonadh: Comhlíonann an táirge seo rialachán sábháilteachta táirgí an AE.: [989, 1434, 1159, 1450]
- barcode-bar: [603, 1612, 606, 1670]
- section-paragraph: Size: Tank capacity: 25 litres; Suction hose length: 1.5 m; Cable length: 4.5 m: [59, 331, 225, 348]
- barcode-bar: [574, 1612, 576, 1678]
- section-paragraph: Tamanho: Capacidade do tanque: 25 litros; Comprimento da mangueira de aspiração: 1,5 m; Comprimento do cabo: 4,5 m: [989, 331, 1153, 356]
- section-paragraph: Medžiaga: Nerūdijantis plienas (talpykla): [431, 1268, 566, 1277]
- barcode-bar: [654, 1612, 659, 1670]
- language-section: [803, 937, 973, 1171]
- section-paragraph: Πληροφορίες ασφάλειας & προειδοποιήσεις: Πριν από την εκκίνηση διαβάστε τις οδηγίες χρήσης. Χρησιμοποιήστε τη συσκευή μόνο σε καλά αεριζόμενους χώρους. Κατά την υγρή αναρρόφηση προσέξτε επαρκή φιλτράρισμα για να αποφύγετε ζημιές. Μη χρησιμοποιείτε για εύφλεκτα ή εκρηκτικά υλικά. Πριν από συντήρηση αποσυνδέστε τη συσκευή από το ρεύμα. Φορέστε προστατευτικό ενδυμασία όπως γάντια και γυαλιά προστασίας.: [803, 1014, 973, 1092]
- section-paragraph: Storlek: Tankvolym: 25 liter; Sugslangslängd: 1,5 m; Kabel längd: 4,5 m: [431, 637, 593, 654]
- product-id-row: [59, 188, 1189, 210]
- barcode-bar: [551, 1612, 553, 1670]
- section-paragraph: Vastavus: See toode vastab EL-i tooteohutusmäärusele.: [803, 1418, 909, 1435]
- section-paragraph: Förvaringsinstruktioner: Rengör enheten efter användning, torka filtret och förvara enheten på en torr, dammfri plats. Rulla slangen och kabeln ordentligt för att undvika skador. Vid längre tids förvaring förvaras i ett frostfritt utrymme.: [431, 757, 601, 797]
- barcode-bar: [544, 1612, 547, 1670]
- section-paragraph: Ábhar: Cruach dhosmálta (coimeádán): [989, 1268, 1117, 1277]
- section-paragraph: Säkerhetsinformation och varningar: Läs bruksanvisningen innan idrifttagning. Använd enheten endast i välventilerade utrymmen. Vid våtsugning se till tillräcklig filtrering för att undvika skador. Använd inte för brandfarliga eller explosiva ämnen. Koppla bort från strömmen innan underhåll. Bär skyddsutrustning som handskar och skyddsglasögon.: [431, 692, 601, 755]
- section-paragraph: Overensstemmelse: Dette produktet oppfyller EUs forskrift om produktsikkerhet.: [803, 791, 970, 808]
- section-paragraph: Conformité: Ce produit est conforme au règlement de l'UE sur la sécurité des produits.: [431, 523, 599, 540]
- section-paragraph: Instruções de armazenamento: Após o uso, limpar o aparelho, secar o filtro e guardar o aparelho num local seco e sem pó. Enrolar o cabo e a mangueira de forma ordenada para evitar danos. Em caso de não utilização prolongada, guardar num local sem geada.: [989, 466, 1158, 514]
- section-heading: (GA) Sonraíochtaí Táirge:: [989, 1243, 1083, 1250]
- section-paragraph: Eesmärgipärane kasutus: Märja ja kuiva mustuse, tolmuse, vedelike imemiseks ning tolmuse, saetolmu või lehtede puhumiseks aia- ja ehitusplatside piirkondades: [803, 1278, 968, 1310]
- section-paragraph: Určené použitie: Na vysávanie mokrého a suchého nečistoty, prachu, tekutín ako aj na fúkanie prachu, hoblinek alebo lístia v oblastiach záhrad a stavebných plôch: [431, 972, 599, 1004]
- section-paragraph: Skladnost: Ta izdelek ustreza uredbi EU o varnosti izdelkov.: [245, 1112, 410, 1129]
- section-paragraph: Súlad: Tento výrobok spĺňa nariadenie EÚ o bezpečnosti výrobkov.: [431, 1128, 575, 1144]
- section-heading: (DA) Produktspecifikationer:: [617, 631, 724, 638]
- language-section: [989, 631, 1159, 857]
- section-heading: (RO) Specificații produs:: [59, 1243, 150, 1250]
- country-row: [59, 231, 1189, 253]
